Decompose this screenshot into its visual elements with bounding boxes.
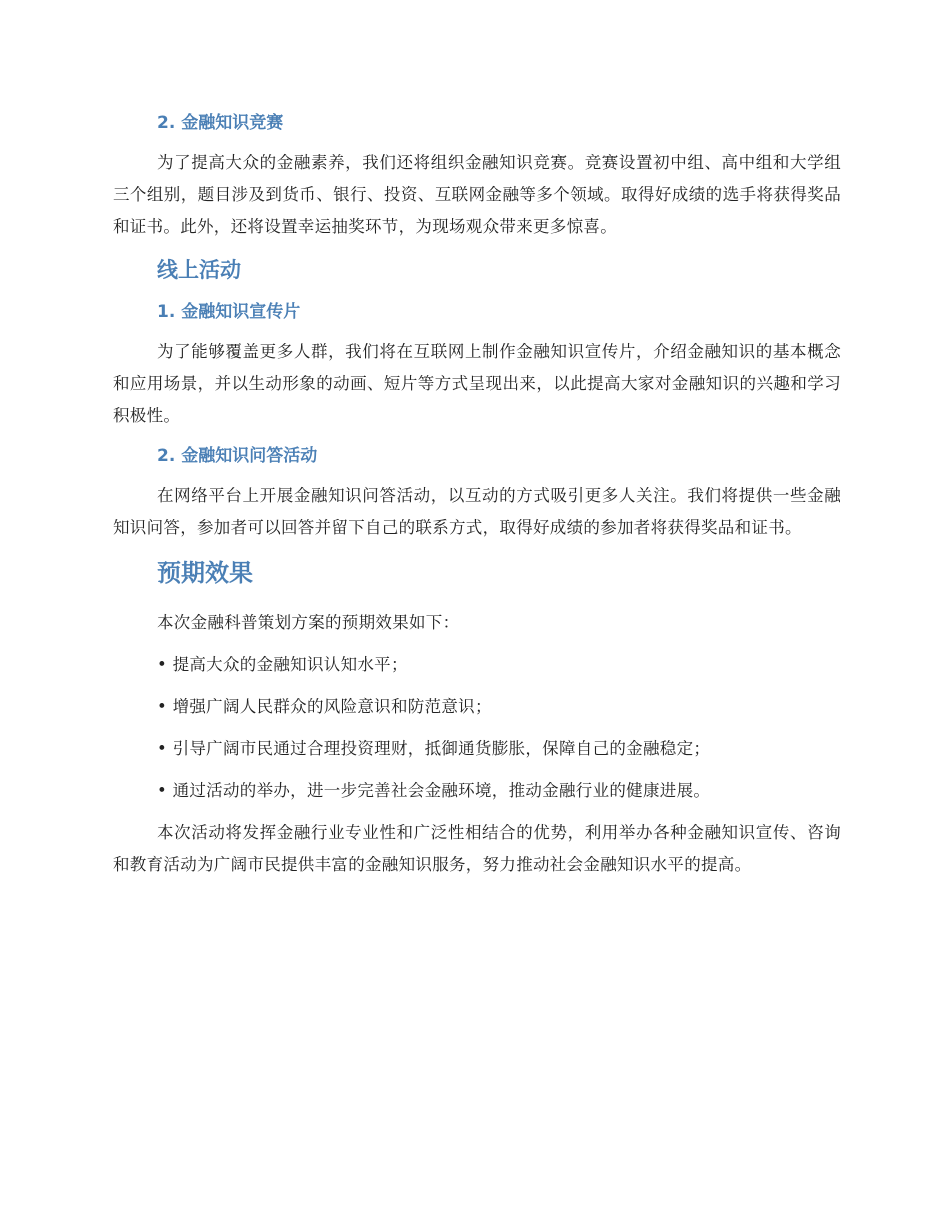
section-title-online-activities: 线上活动 — [157, 258, 241, 282]
paragraph-promo-video: 为了能够覆盖更多人群，我们将在互联网上制作金融知识宣传片，介绍金融知识的基本概念和应用场景，并以生动形象的动画、短片等方式呈现出来，以此提高大家对金融知识的兴趣和学习积极性。 — [113, 342, 841, 425]
subsection-title-qa-activity: 2. 金融知识问答活动 — [157, 446, 318, 466]
list-item: • 增强广阔人民群众的风险意识和防范意识； — [157, 697, 492, 716]
paragraph-conclusion: 本次活动将发挥金融行业专业性和广泛性相结合的优势，利用举办各种金融知识宣传、咨询和教育活动为广阔市民提供丰富的金融知识服务，努力推动社会金融知识水平的提高。 — [113, 823, 841, 874]
paragraph-qa-activity: 在网络平台上开展金融知识问答活动，以互动的方式吸引更多人关注。我们将提供一些金融知识问答，参加者可以回答并留下自己的联系方式，取得好成绩的参加者将获得奖品和证书。 — [113, 486, 841, 537]
list-item: • 引导广阔市民通过合理投资理财，抵御通货膨胀，保障自己的金融稳定； — [157, 739, 711, 758]
subsection-title-knowledge-contest: 2. 金融知识竞赛 — [157, 113, 284, 133]
list-item: • 提高大众的金融知识认知水平； — [157, 655, 408, 674]
document-page — [113, 108, 841, 881]
paragraph-knowledge-contest: 为了提高大众的金融素养，我们还将组织金融知识竞赛。竞赛设置初中组、高中组和大学组三个组别，题目涉及到货币、银行、投资、互联网金融等多个领域。取得好成绩的选手将获得奖品和证书。此外，还将设置幸运抽奖环节，为现场观众带来更多惊喜。 — [113, 153, 841, 236]
section-title-expected-effects: 预期效果 — [157, 559, 253, 587]
subsection-title-promo-video: 1. 金融知识宣传片 — [157, 302, 301, 322]
list-item: • 通过活动的举办，进一步完善社会金融环境，推动金融行业的健康进展。 — [157, 781, 711, 800]
paragraph-expected-intro: 本次金融科普策划方案的预期效果如下： — [157, 613, 460, 632]
